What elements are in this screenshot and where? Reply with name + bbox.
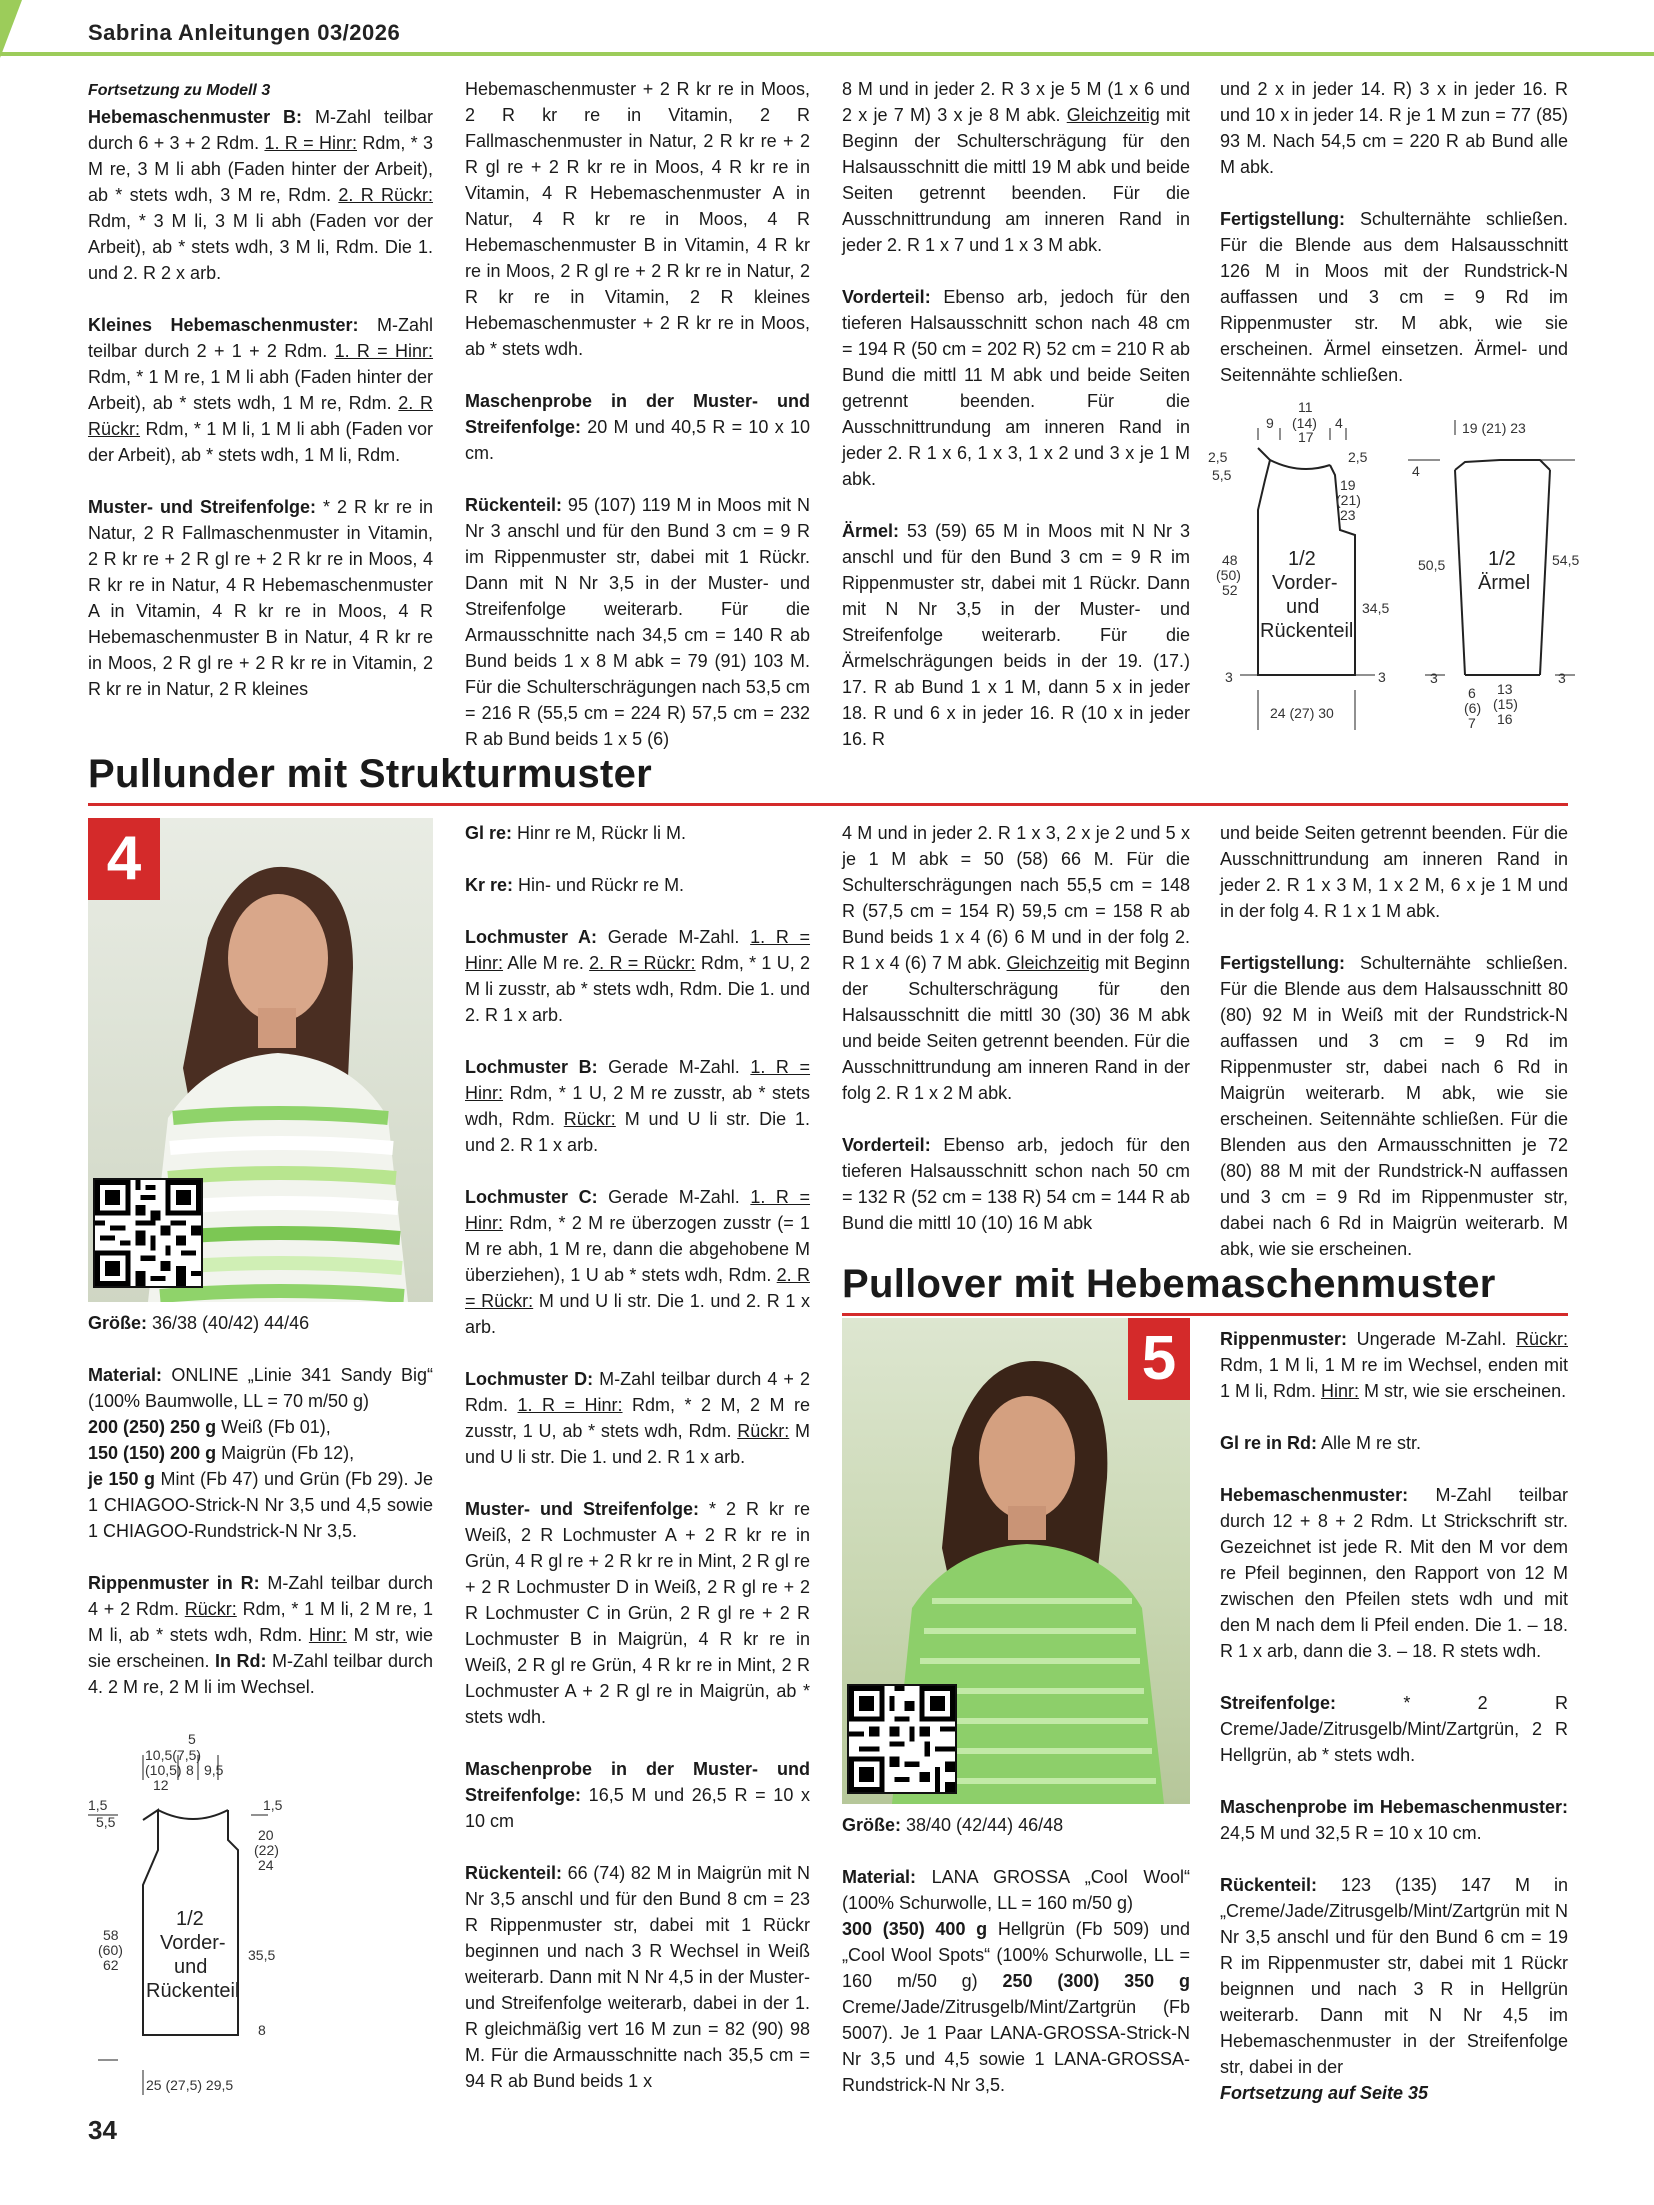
m4-height-2: (60) xyxy=(98,1942,123,1958)
sleeve-w5: (15) xyxy=(1493,696,1518,712)
m3-top-dim-d: 17 xyxy=(1298,429,1314,445)
model5-qr-code[interactable] xyxy=(847,1684,957,1794)
model5-title: Pullover mit Hebemaschenmuster xyxy=(842,1262,1496,1306)
m4-width: 25 (27,5) 29,5 xyxy=(146,2077,234,2093)
m3-bottom-1: 3 xyxy=(1225,669,1233,685)
m3-left-dim-1: 2,5 xyxy=(1208,449,1228,465)
model5-photo xyxy=(842,1318,1190,1804)
m4-top-6: 12 xyxy=(153,1777,169,1793)
m3-top-dim-e: 4 xyxy=(1335,415,1343,431)
model3-column-3: 8 M und in jeder 2. R 3 x je 5 M (1 x 6 und 2 x je 7 M) 3 x je 8 M abk. Gleichzeitig mit Beginn der Schulterschrägung für den Halsausschnitt die mittl 19 M abk und beide Seiten getrennt beenden. Für die Ausschnittrundung am inneren Rand in jeder 2. R 1 x 7 und 1 x 3 M abk. Vorderteil: Ebenso arb, jedoch für den tieferen Halsausschnitt schon nach 48 cm = 194 R (50 cm = 202 R) 52 cm = 210 R ab Bund die mittl 11 M abk und beide Seiten getrennt beenden. Für die Ausschnittrundung am inneren Rand in jeder 2. R 1 x 6, 1 x 3, 1 x 2 und 3 x je 1 M abk. Ärmel: 53 (59) 65 M in Moos mit N Nr 3 anschl und für den Bund 3 cm = 9 R im Rippenmuster str, dabei mit 1 Rückr. Dann mit N Nr 3,5 in der Muster- und Streifenfolge weiterarb. Für die Ärmelschrägungen beids in der 19. (17.) 17. R ab Bund 1 x 1 M, dann 5 x in jeder 18. R und 6 x in jeder 16. R (10 x in jeder 16. R xyxy=(842,79,1191,749)
model4-column-1: Größe: 36/38 (40/42) 44/46 Material: ONLINE „Linie 341 Sandy Big“ (100% Baumwolle, LL = 70 m/50 g) 200 (250) 250 g Weiß (Fb 01), 150 (150) 200 g Maigrün (Fb 12), je 150 g Mint (Fb 47) und Grün (Fb 29). Je 1 CHIAGOO-Strick-N Nr 3,5 und 4,5 sowie 1 CHIAGOO-Rundstrick-N Nr 3,5. Rippenmuster in R: M-Zahl teilbar durch 4 + 2 Rdm. Rückr: Rdm, * 1 M li, 2 M re, 1 M li, ab * stets wdh, Rdm. Hinr: M str, wie sie erscheinen. In Rd: M-Zahl teilbar durch 4. 2 M re, 2 M li im Wechsel. xyxy=(88,1313,434,1697)
sleeve-bottom-1: 3 xyxy=(1430,670,1438,686)
sleeve-height-right: 54,5 xyxy=(1552,552,1580,568)
m3-right-dim-1: 2,5 xyxy=(1348,449,1368,465)
model3-sleeve-schematic xyxy=(1400,400,1590,740)
m3-left-dim-2: 5,5 xyxy=(1212,467,1232,483)
m3-top-dim-b: 11 xyxy=(1298,400,1313,415)
m3-bottom-2: 3 xyxy=(1378,669,1386,685)
m3-center-1: 1/2 xyxy=(1288,548,1316,570)
m3-top-dim-c: (14) xyxy=(1292,415,1317,431)
sleeve-top-dim: 19 (21) 23 xyxy=(1462,420,1526,436)
m4-height-bottom: 8 xyxy=(258,2022,266,2038)
page-header xyxy=(0,0,1654,56)
m4-top-1: 5 xyxy=(188,1731,196,1747)
model4-body-schematic xyxy=(88,1730,368,2100)
model5-number-badge: 5 xyxy=(1128,1318,1190,1400)
continuation-note: Fortsetzung auf Seite 35 xyxy=(1220,2083,1429,2103)
m3-center-2: Vorder- xyxy=(1272,572,1338,594)
m4-top-2: 10,5(7,5) xyxy=(145,1747,202,1763)
model4-column-4: und beide Seiten getrennt beenden. Für die Ausschnittrundung am inneren Rand in jeder 2. R 1 x 3 M, 1 x 2 M, 6 x je 1 M und in der folg 4. R 1 x 1 M abk. Fertigstellung: Schulternähte schließen. Für die Blende aus dem Halsausschnitt 80 (80) 92 M in Weiß mit der Rundstrick-N auffassen und 3 cm = 9 Rd im Rippenmuster str, dabei nach 6 Rd in Maigrün weiterarb. M abk, wie sie erscheinen. Seitennähte schließen. Für die Blenden aus den Armausschnitten je 72 (80) 88 M mit der Rundstrick-N auffassen und 3 cm = 9 Rd im Rippenmuster str, dabei nach 6 Rd in Maigrün weiterarb. M abk, wie sie erscheinen. xyxy=(1220,823,1568,1259)
page-number: 34 xyxy=(88,2115,117,2145)
model3-column-4: und 2 x in jeder 14. R) 3 x in jeder 16. R und 10 x in jeder 14. R je 1 M zun = 77 (85) 93 M. Nach 54,5 cm = 220 R ab Bund alle M abk. Fertigstellung: Schulternähte schließen. Für die Blende aus dem Halsausschnitt 126 M in Moos mit der Rundstrick-N auffassen und 3 cm = 9 Rd im Rippenmuster str. M abk, wie sie erscheinen. Ärmel einsetzen. Ärmel- und Seitennähte schließen. xyxy=(1220,79,1568,385)
model3-column-2: Hebemaschenmuster + 2 R kr re in Moos, 2 R kr re in Vitamin, 2 R Fallmaschenmuster in Natur, 2 R kr re + 2 R gl re + 2 R kr re in Moos, 4 R kr re in Vitamin, 4 R Hebemaschenmuster A in Natur, 4 R kr re in Moos, 4 R Hebemaschenmuster B in Vitamin, 4 R kr re in Moos, 2 R gl re + 2 R kr re in Natur, 2 R kr re in Vitamin, 2 R kleines Hebemaschenmuster + 2 R kr re in Moos, ab * stets wdh. Maschenprobe in der Muster- und Streifenfolge: 20 M und 40,5 R = 10 x 10 cm. Rückenteil: 95 (107) 119 M in Moos mit N Nr 3 anschl und für den Bund 3 cm = 9 R im Rippenmuster str, dabei mit 1 Rückr. Dann mit N Nr 3,5 in der Muster- und Streifenfolge weiterarb. Für die Armausschnitte nach 34,5 cm = 140 R ab Bund beids 1 x 8 M abk = 79 (91) 103 M. Für die Schulterschrägungen nach 53,5 cm = 216 R (55,5 cm = 224 R) 57,5 cm = 232 R ab Bund beids 1 x 5 (6) xyxy=(465,79,810,749)
model3-column-1: Fortsetzung zu Modell 3 Hebemaschenmuster B: M-Zahl teilbar durch 6 + 3 + 2 Rdm. 1. R = Hinr: Rdm, * 3 M re, 3 M li abh (Faden hinter der Arbeit), ab * stets wdh, 3 M re, Rdm. 2. R Rückr: Rdm, * 3 M li, 3 M li abh (Faden vor der Arbeit), ab * stets wdh, 3 M li, Rdm. Die 1. und 2. R 2 x arb. Kleines Hebemaschenmuster: M-Zahl teilbar durch 2 + 1 + 2 Rdm. 1. R = Hinr: Rdm, * 1 M re, 1 M li abh (Faden hinter der Arbeit), ab * stets wdh, 1 M re, Rdm. 2. R Rückr: Rdm, * 1 M li, 1 M li abh (Faden vor der Arbeit), ab * stets wdh, 1 M li, Rdm. Muster- und Streifenfolge: * 2 R kr re in Natur, 2 R Fallmaschenmuster in Vitamin, 2 R kr re + 2 R gl re + 2 R kr re in Moos, 4 R kr re in Natur, 4 R Hebemaschenmuster A in Vitamin, 4 R kr re in Moos, 4 R Hebemaschenmuster B in Natur, 4 R kr re in Moos, 2 R gl re + 2 R kr re in Vitamin, 2 R kr re in Natur, 2 R kleines xyxy=(88,82,434,699)
header-corner-accent xyxy=(0,0,22,58)
model4-photo xyxy=(88,818,433,1302)
sleeve-center-1: 1/2 xyxy=(1488,548,1516,570)
sleeve-w2: (6) xyxy=(1464,700,1482,716)
m4-right-3: (22) xyxy=(254,1842,279,1858)
m4-right-1: 1,5 xyxy=(263,1797,283,1813)
model4-column-3: 4 M und in jeder 2. R 1 x 3, 2 x je 2 und 5 x je 1 M abk = 50 (58) 66 M. Für die Schulterschrägungen nach 55,5 cm = 148 R (57,5 cm = 154 R) 59,5 cm = 158 R ab Bund beids 1 x 4 (6) 6 M und in der folg 2. R 1 x 4 (6) 7 M abk. Gleichzeitig mit Beginn der Schulterschrägung für den Halsausschnitt die mittl 30 (30) 36 M abk und beide Seiten getrennt beenden. Für die Ausschnittrundung am inneren Rand in der folg 2. R 1 x 2 M abk. Vorderteil: Ebenso arb, jedoch für den tieferen Halsausschnitt schon nach 50 cm = 132 R (52 cm = 138 R) 54 cm = 144 R ab Bund die mittl 10 (10) 16 M abk xyxy=(842,823,1190,1233)
sleeve-bottom-2: 3 xyxy=(1558,670,1566,686)
sleeve-w1: 6 xyxy=(1468,685,1476,701)
sleeve-w6: 16 xyxy=(1497,711,1513,727)
m4-top-3: (10,5) xyxy=(145,1762,182,1778)
m4-height-3: 62 xyxy=(103,1957,119,1973)
sleeve-w3: 7 xyxy=(1468,715,1476,731)
m3-center-4: Rückenteil xyxy=(1260,620,1354,642)
model4-number-badge: 4 xyxy=(88,818,160,900)
m4-top-4: 8 xyxy=(186,1762,194,1778)
m3-right-dim-4: 23 xyxy=(1340,507,1356,523)
m4-height-1: 58 xyxy=(103,1927,119,1943)
m3-top-dim-a: 9 xyxy=(1266,415,1274,431)
m3-width: 24 (27) 30 xyxy=(1270,705,1334,721)
model4-title: Pullunder mit Strukturmuster xyxy=(88,752,653,796)
m4-center-1: 1/2 xyxy=(176,1908,204,1930)
model3-body-schematic xyxy=(1200,400,1390,740)
model4-title-rule xyxy=(88,803,1568,806)
m3-right-dim-3: (21) xyxy=(1336,492,1361,508)
m4-right-2: 20 xyxy=(258,1827,274,1843)
m3-right-dim-2: 19 xyxy=(1340,477,1356,493)
magazine-title: Sabrina Anleitungen 03/2026 xyxy=(88,20,401,45)
sleeve-center-2: Ärmel xyxy=(1478,572,1531,594)
sleeve-height-left: 50,5 xyxy=(1418,557,1446,573)
m3-height-3: 52 xyxy=(1222,582,1238,598)
m4-left-1: 1,5 xyxy=(88,1797,108,1813)
model5-column-2: Rippenmuster: Ungerade M-Zahl. Rückr: Rdm, 1 M li, 1 M re im Wechsel, enden mit 1 M li, Rdm. Hinr: M str, wie sie erscheinen. Gl re in Rd: Alle M re str. Hebemaschenmuster: M-Zahl teilbar durch 12 + 8 + 2 Rdm. Lt Strickschrift str. Gezeichnet ist jede R. Mit den M vor dem re Pfeil beginnen, den Rapport von 12 M zwischen den Pfeilen stets wdh und mit den M nach dem li Pfeil enden. Die 1. – 18. R 1 x arb, dann die 3. – 18. R stets wdh. Streifenfolge: * 2 R Creme/Jade/Zitrusgelb/Mint/Zartgrün, 2 R Hellgrün, ab * stets wdh. Maschenprobe im Hebemaschenmuster: 24,5 M und 32,5 R = 10 x 10 cm. Rückenteil: 123 (135) 147 M in „Creme/Jade/Zitrusgelb/Mint/Zartgrün mit N Nr 3,5 anschl und für den Bund 6 cm = 19 R im Rippenmuster str, dabei mit 1 Rückr beignnen und nach 3 R in Hellgrün weiterarb. Dann mit N Nr 4,5 im Hebemaschenmuster in der Streifenfolge str, dabei in der Fortsetzung auf Seite 35 xyxy=(1220,1329,1568,2103)
m4-height-right: 35,5 xyxy=(248,1947,276,1963)
m4-center-3: und xyxy=(174,1956,208,1978)
m3-center-3: und xyxy=(1286,596,1320,618)
m3-height-2: (50) xyxy=(1216,567,1241,583)
sleeve-w4: 13 xyxy=(1497,681,1513,697)
sleeve-top-right: 4 xyxy=(1412,463,1420,479)
model5-title-rule xyxy=(842,1313,1568,1316)
m3-height-right: 34,5 xyxy=(1362,600,1390,616)
model4-column-2: Gl re: Hinr re M, Rückr li M. Kr re: Hin- und Rückr re M. Lochmuster A: Gerade M-Zahl. 1. R = Hinr: Alle M re. 2. R = Rückr: Rdm, * 1 U, 2 M li zusstr, ab * stets wdh, Rdm. Die 1. und 2. R 1 x arb. Lochmuster B: Gerade M-Zahl. 1. R = Hinr: Rdm, * 1 U, 2 M re zusstr, ab * stets wdh, Rdm. Rückr: M und U li str. Die 1. und 2. R 1 x arb. Lochmuster C: Gerade M-Zahl. 1. R = Hinr: Rdm, * 2 M re überzogen zusstr (= 1 M re abh, 1 M re, dann die abgehobene M überziehen), 1 U ab * stets wdh, Rdm. 2. R = Rückr: M und U li str. Die 1. und 2. R 1 x arb. Lochmuster D: M-Zahl teilbar durch 4 + 2 Rdm. 1. R = Hinr: Rdm, * 2 M, 2 M re zusstr, 1 U, ab * stets wdh, Rdm. Rückr: M und U li str. Die 1. und 2. R 1 x arb. Muster- und Streifenfolge: * 2 R kr re Weiß, 2 R Lochmuster A + 2 R kr re in Grün, 4 R gl re + 2 R kr re in Mint, 2 R gl re + 2 R Lochmuster D in Weiß, 2 R gl re + 2 R Lochmuster C in Grün, 2 R gl re + 2 R Lochmuster B in Maigrün, 4 R kr re in Weiß, 2 R gl re Grün, 4 R kr re in Mint, 2 R Lochmuster A + 2 R gl re in Maigrün, ab * stets wdh. Maschenprobe in der Muster- und Streifenfolge: 16,5 M und 26,5 R = 10 x 10 cm Rückenteil: 66 (74) 82 M in Maigrün mit N Nr 3,5 anschl und für den Bund 8 cm = 23 R Rippenmuster str, dabei mit 1 Rückr beginnen und nach 3 R Wechsel in Weiß weiterarb. Dann mit N Nr 4,5 in der Muster- und Streifenfolge weiterarb, dabei in der 1. R gleichmäßig vert 16 M zun = 82 (90) 98 M. Für die Armausschnitte nach 35,5 cm = 94 R ab Bund beids 1 x xyxy=(465,823,811,2091)
m4-top-5: 9,5 xyxy=(204,1762,224,1778)
m4-center-2: Vorder- xyxy=(160,1932,226,1954)
model4-qr-code[interactable] xyxy=(93,1178,203,1288)
m4-left-2: 5,5 xyxy=(96,1814,116,1830)
m3-height-1: 48 xyxy=(1222,552,1238,568)
model5-column-1: Größe: 38/40 (42/44) 46/48 Material: LANA GROSSA „Cool Wool“ (100% Schurwolle, LL = 160 m/50 g) 300 (350) 400 g Hellgrün (Fb 509) und „Cool Wool Spots“ (100% Schurwolle, LL = 160 m/50 g) 250 (300) 350 g Creme/Jade/Zitrusgelb/Mint/Zartgrün (Fb 5007). Je 1 Paar LANA-GROSSA-Strick-N Nr 3,5 und 4,5 sowie 1 LANA-GROSSA-Rundstrick-N Nr 3,5. xyxy=(842,1815,1190,2095)
m4-center-4: Rückenteil xyxy=(146,1980,240,2002)
m4-right-4: 24 xyxy=(258,1857,274,1873)
